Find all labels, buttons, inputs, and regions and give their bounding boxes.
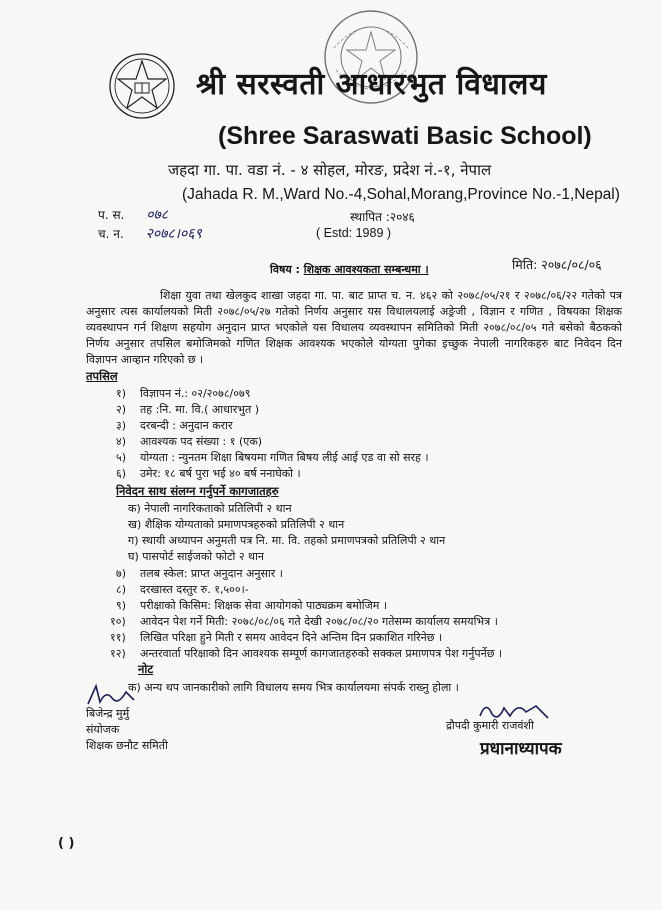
address-english: (Jahada R. M.,Ward No.-4,Sohal,Morang,Province No.-1,Nepal) bbox=[182, 186, 620, 203]
subject-text: शिक्षक आवश्यकता सम्बन्धमा । bbox=[303, 263, 429, 276]
list-item: १२) अन्तरवार्ता परिक्षाको दिन आवश्यक सम्पूर्ण कागजातहरुको सक्कल प्रमाणपत्र पेश गर्नुपर्नेछ । bbox=[110, 647, 503, 660]
school-name-nepali: श्री सरस्वती आधारभुत विधालय bbox=[196, 67, 547, 102]
list-item: ४) आवश्यक पद संख्या : १ (एक) bbox=[116, 435, 263, 448]
established-english: ( Estd: 1989 ) bbox=[316, 226, 392, 240]
list-item: ५) योग्यता : न्युनतम शिक्षा बिषयमा गणित बिषय लीई आई एड वा सो सरह । bbox=[116, 451, 429, 464]
list-item: १०) आवेदन पेश गर्ने मिती: २०७८/०८/०६ गते देखी २०७८/०८/२० गतेसम्म कार्यालय समयभित्र । bbox=[110, 615, 498, 628]
headteacher-name: द्रौपदी कुमारी राजवंशी bbox=[446, 719, 534, 732]
school-emblem-icon bbox=[108, 52, 176, 120]
coordinator-name: बिजेन्द्र मुर्मु bbox=[86, 707, 130, 720]
list-item: ३) दरबन्दी : अनुदान करार bbox=[116, 419, 233, 432]
document-item: घ) पासपोर्ट साईजको फोटो २ थान bbox=[128, 550, 265, 563]
ps-label: प. स. bbox=[98, 208, 125, 222]
list-item: ९) परीक्षाको किसिम: शिक्षक सेवा आयोगको पाठ्यक्रम बमोजिम । bbox=[116, 599, 388, 612]
signature-scribble-left bbox=[82, 682, 142, 708]
body-paragraph bbox=[86, 288, 622, 368]
list-item: ८) दरखास्त दस्तुर रु. १,५००।- bbox=[116, 583, 249, 596]
committee-name: शिक्षक छनौट समिती bbox=[86, 739, 168, 752]
scan-mark: ( ) bbox=[58, 836, 75, 851]
school-name-english: (Shree Saraswati Basic School) bbox=[218, 122, 592, 150]
list-item: ११) लिखित परिक्षा हुने मिती र समय आवेदन दिने अन्तिम दिन प्रकाशित गरिनेछ । bbox=[110, 631, 443, 644]
document-item: ख) शैक्षिक योग्यताको प्रमाणपत्रहरुको प्रतिलिपी २ थान bbox=[128, 518, 345, 531]
cn-label: च. न. bbox=[98, 227, 124, 241]
headteacher-title: प्रधानाध्यापक bbox=[480, 739, 562, 759]
signature-block-left bbox=[86, 706, 168, 754]
list-item: ६) उमेर: १८ बर्ष पुरा भई ४० बर्ष ननाघेको । bbox=[116, 467, 301, 480]
list-item: ७) तलब स्केल: प्राप्त अनुदान अनुसार । bbox=[116, 567, 283, 580]
cn-reference bbox=[98, 224, 202, 243]
subject-line bbox=[270, 262, 429, 277]
document-item: क) नेपाली नागरिकताको प्रतिलिपी २ थान bbox=[128, 502, 292, 515]
address-nepali: जहदा गा. पा. वडा नं. - ४ सोहल, मोरङ, प्रदेश नं.-१, नेपाल bbox=[168, 161, 492, 179]
tapasil-heading: तपसिल bbox=[86, 369, 118, 383]
ps-reference bbox=[98, 205, 168, 224]
note-item: क) अन्य थप जानकारीको लागि विधालय समय भित्र कार्यालयमा संपर्क राख्नु होला । bbox=[128, 681, 459, 694]
note-heading: नोट bbox=[138, 662, 154, 676]
body-text: शिक्षा युवा तथा खेलकुद शाखा जहदा गा. पा. बाट प्राप्त च. न. ४६२ को २०७८/०५/२१ र २०७८/०६/२२ गतेको पत्र अनुसार त्यस कार्यालयको मिती २०७८/०५/२७ गतेको निर्णय अनुसार यस विधालयलाई अङ्रेजी , विज्ञान र गणित , विषयका शिक्षक व्यवस्थापन गर्न शिक्षण सहयोग अनुदान प्राप्त भएकोले यस विधालय व्यवस्थापन समितिको मिती २०७८/०८/०५ गते बसेको बैठकको निर्णय अनुसार तपसिल बमोजिमको गणित शिक्षक आवश्यक भएकोले योग्यता पुगेका इच्छुक नेपाली नागरिकहरु बाट निवेदन दिन विज्ञापन आव्हान गरिएको छ । bbox=[86, 289, 622, 366]
coordinator-role: संयोजक bbox=[86, 723, 120, 736]
ps-value: ०७८ bbox=[146, 207, 169, 223]
established-nepali: स्थापित :२०४६ bbox=[350, 210, 415, 224]
list-item: २) तह :नि. मा. वि.( आधारभुत ) bbox=[116, 403, 260, 416]
document-item: ग) स्थायी अध्यापन अनुमती पत्र नि. मा. वि. तहको प्रमाणपत्रको प्रतिलिपी २ थान bbox=[128, 534, 446, 547]
cn-value: २०७८।०६९ bbox=[145, 226, 202, 242]
subject-label: विषय : bbox=[270, 263, 300, 276]
letter-date: मिति: २०७८/०८/०६ bbox=[512, 257, 602, 272]
documents-heading: निवेदन साथ संलग्न गर्नुपर्ने कागजातहरु bbox=[116, 484, 279, 498]
list-item: १) विज्ञापन नं.: ०२/२०७८/०७९ bbox=[116, 387, 251, 400]
